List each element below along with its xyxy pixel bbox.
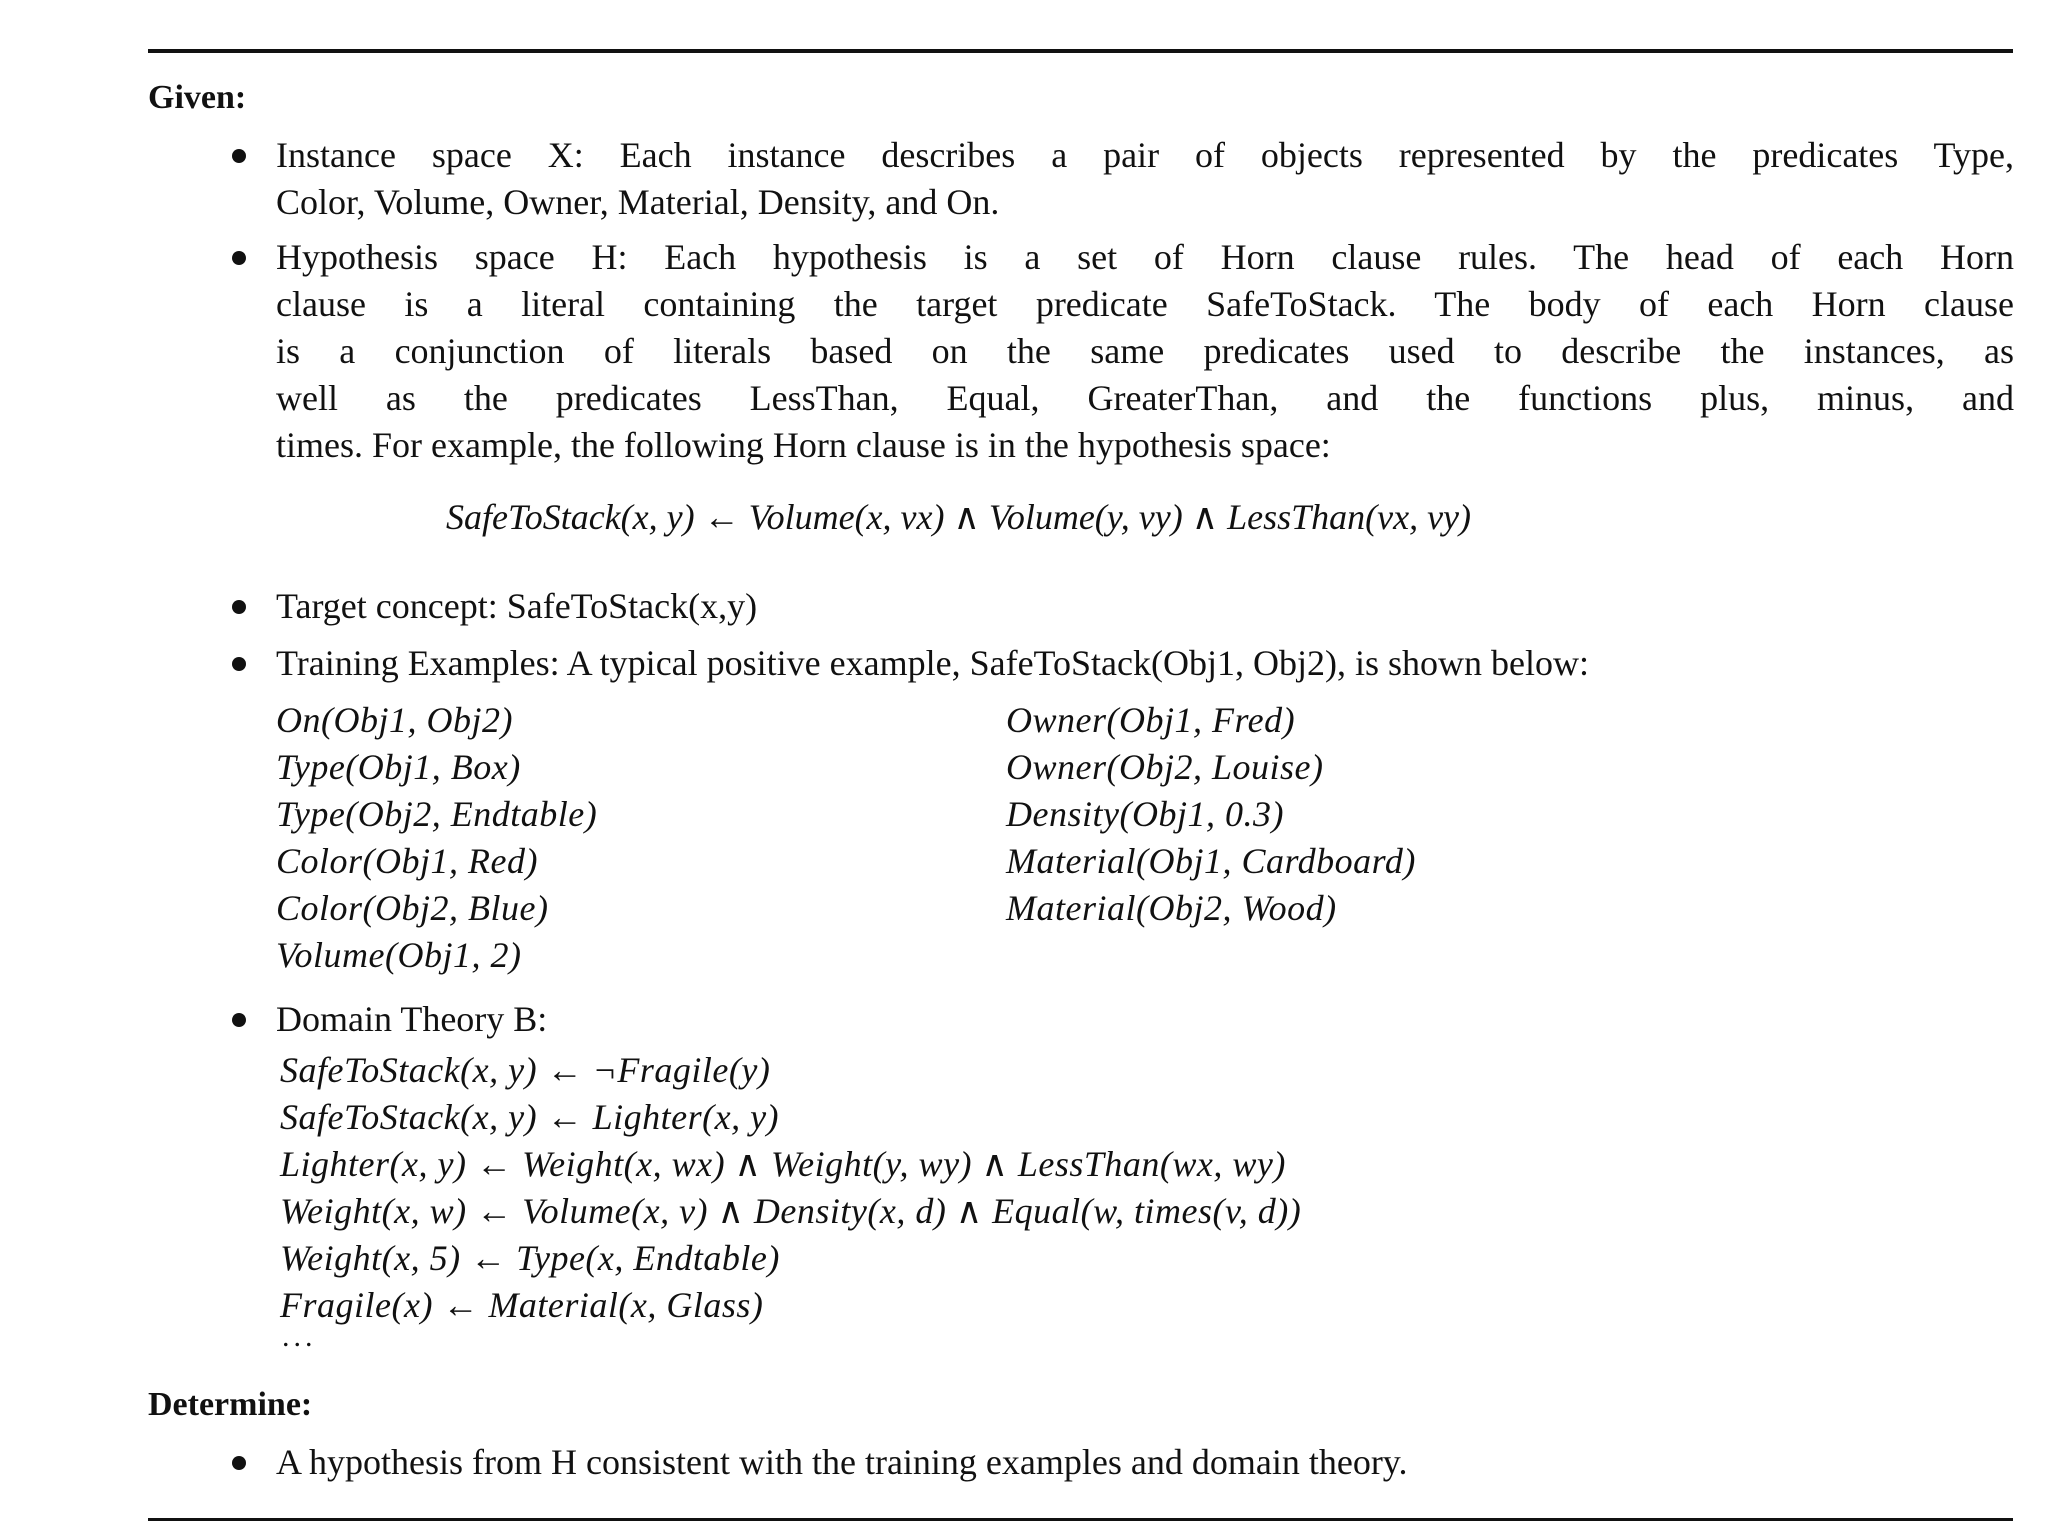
top-rule [148, 49, 2013, 53]
example-horn-clause: SafeToStack(x, y) ← Volume(x, vx) ∧ Volume(y, vy) ∧ LessThan(vx, vy) [446, 497, 1472, 537]
determine-text: A hypothesis from H consistent with the training examples and domain theory. [276, 1442, 1408, 1482]
bullet-icon [232, 149, 246, 163]
hypothesis-line: is a conjunction of literals based on the same predicates used to describe the instances, as [276, 331, 2014, 371]
given-heading: Given: [148, 79, 247, 116]
bullet-icon [232, 251, 246, 265]
training-fact: Type(Obj1, Box) [276, 747, 521, 787]
domain-rule: Weight(x, 5) ← Type(x, Endtable) [280, 1238, 780, 1278]
training-fact: On(Obj1, Obj2) [276, 700, 513, 740]
training-fact: Color(Obj1, Red) [276, 841, 538, 881]
bottom-rule [148, 1518, 2013, 1521]
bullet-icon [232, 657, 246, 671]
training-fact: Material(Obj2, Wood) [1006, 888, 1337, 928]
training-fact: Owner(Obj2, Louise) [1006, 747, 1324, 787]
training-fact: Density(Obj1, 0.3) [1006, 794, 1284, 834]
training-fact: Color(Obj2, Blue) [276, 888, 549, 928]
hypothesis-line: Hypothesis space H: Each hypothesis is a set of Horn clause rules. The head of each Horn [276, 237, 2014, 277]
training-fact: Owner(Obj1, Fred) [1006, 700, 1296, 740]
bullet-icon [232, 600, 246, 614]
instance-line: Instance space X: Each instance describes a pair of objects represented by the predicates Type, [276, 135, 2014, 175]
instance-line: Color, Volume, Owner, Material, Density, and On. [276, 182, 1000, 222]
target-concept: Target concept: SafeToStack(x,y) [276, 586, 758, 626]
domain-theory-label: Domain Theory B: [276, 999, 548, 1039]
hypothesis-line: well as the predicates LessThan, Equal, GreaterThan, and the functions plus, minus, and [276, 378, 2014, 418]
determine-heading: Determine: [148, 1386, 313, 1423]
training-fact: Type(Obj2, Endtable) [276, 794, 598, 834]
domain-rule: Weight(x, w) ← Volume(x, v) ∧ Density(x, d) ∧ Equal(w, times(v, d)) [280, 1191, 1302, 1231]
ellipsis: ... [282, 1320, 317, 1353]
domain-rule: SafeToStack(x, y) ← Lighter(x, y) [280, 1097, 780, 1137]
hypothesis-line: times. For example, the following Horn clause is in the hypothesis space: [276, 425, 1331, 465]
instance-space-paragraph [276, 132, 2014, 226]
hypothesis-space-paragraph [276, 234, 2014, 469]
training-fact: Volume(Obj1, 2) [276, 935, 522, 975]
domain-rule: SafeToStack(x, y) ← ¬Fragile(y) [280, 1050, 771, 1090]
training-fact: Material(Obj1, Cardboard) [1006, 841, 1416, 881]
bullet-icon [232, 1456, 246, 1470]
domain-rule: Fragile(x) ← Material(x, Glass) [280, 1285, 764, 1325]
bullet-icon [232, 1013, 246, 1027]
hypothesis-line: clause is a literal containing the target predicate SafeToStack. The body of each Horn clause [276, 284, 2014, 324]
domain-rule: Lighter(x, y) ← Weight(x, wx) ∧ Weight(y, wy) ∧ LessThan(wx, wy) [280, 1144, 1286, 1184]
training-examples-intro: Training Examples: A typical positive example, SafeToStack(Obj1, Obj2), is shown below: [276, 643, 1589, 683]
